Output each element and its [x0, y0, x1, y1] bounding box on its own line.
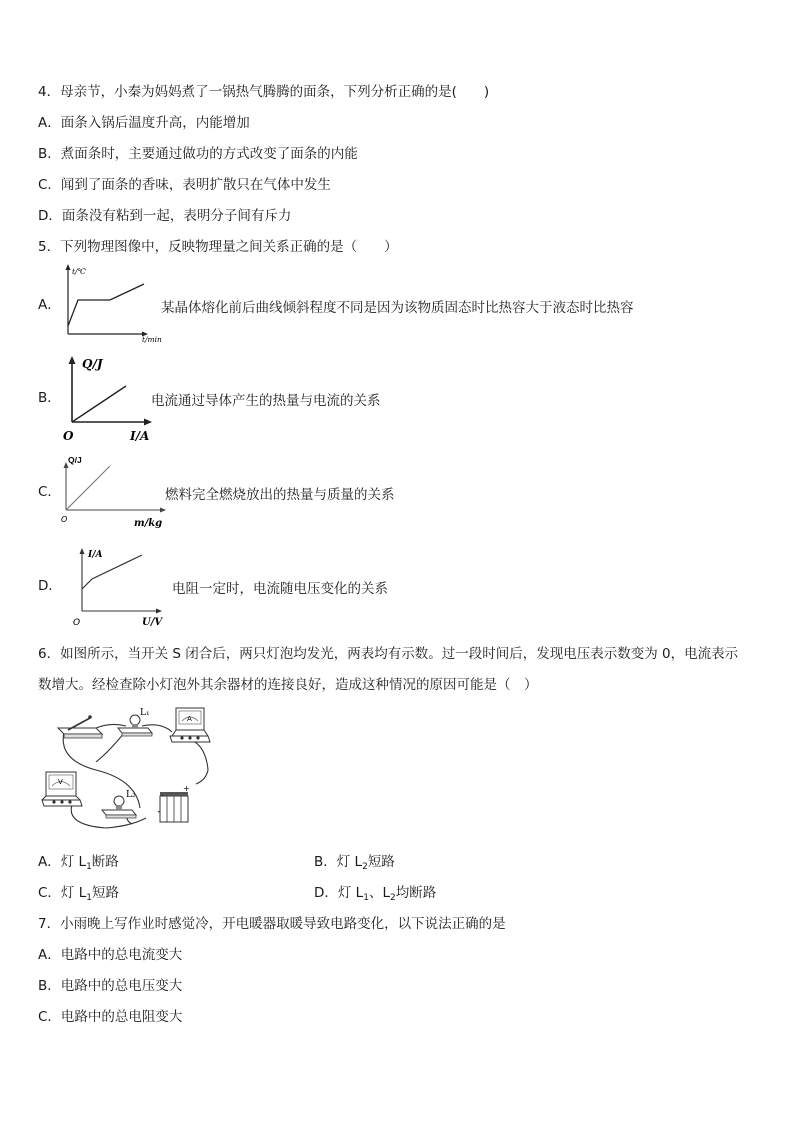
- q5-option-a-desc: 某晶体熔化前后曲线倾斜程度不同是因为该物质固态时比热容大于液态时比热容: [161, 300, 634, 316]
- battery-icon: [160, 792, 188, 822]
- q4-option-c: C．闻到了面条的香味，表明扩散只在气体中发生: [38, 177, 331, 193]
- q5-a-y-label: t/℃: [72, 267, 86, 276]
- switch-icon: [58, 715, 102, 738]
- battery-minus-label: -: [161, 791, 164, 800]
- q4-option-a: A．面条入锅后温度升高，内能增加: [38, 115, 250, 131]
- q5-option-b-desc: 电流通过导体产生的热量与电流的关系: [151, 393, 381, 409]
- q6-stem-line1: 6．如图所示，当开关 S 闭合后，两只灯泡均发光，两表均有示数。过一段时间后，发现电压表示数变为 0，电流表示: [38, 646, 739, 662]
- q5-c-x-label: m/kg: [134, 518, 163, 529]
- q5-graph-b: [60, 350, 160, 445]
- q5-graph-c: [58, 450, 168, 530]
- q6-options-row-1: [38, 853, 758, 875]
- q7-option-a: A．电路中的总电流变大: [38, 947, 183, 963]
- q5-d-y-label: I/A: [88, 550, 103, 560]
- q7-option-c: C．电路中的总电阻变大: [38, 1009, 183, 1025]
- lamp-l2-label: L₂: [126, 790, 136, 800]
- q5-option-b-letter: B．: [38, 390, 61, 406]
- q4-option-d: D．面条没有粘到一起，表明分子间有斥力: [38, 208, 292, 224]
- ammeter-icon: [170, 708, 210, 742]
- q5-b-origin: O: [63, 429, 74, 443]
- q5-d-x-label: U/V: [142, 617, 163, 627]
- q6-options-row-2: [38, 884, 758, 906]
- q5-option-a-letter: A．: [38, 297, 61, 313]
- q6-circuit-diagram: [36, 700, 226, 840]
- q6-stem-line2: 数增大。经检查除小灯泡外其余器材的连接良好，造成这种情况的原因可能是（ ）: [38, 677, 538, 693]
- lamp-l1-label: L₁: [140, 708, 150, 718]
- q5-c-y-label: Q/J: [68, 455, 82, 465]
- voltmeter-label: V: [58, 778, 63, 786]
- q6-option-d: D．灯 $L_1$、$L_2$均断路: [314, 885, 437, 903]
- q6-option-c: C．灯 $L_1$短路: [38, 885, 119, 903]
- q5-option-c-desc: 燃料完全燃烧放出的热量与质量的关系: [165, 487, 395, 503]
- q7-option-b: B．电路中的总电压变大: [38, 978, 183, 994]
- q5-d-origin: O: [73, 618, 81, 627]
- q6-option-a: A．灯 $L_1$断路: [38, 854, 119, 872]
- q5-b-x-label: I/A: [130, 429, 150, 443]
- q5-a-x-label: t/min: [142, 335, 162, 344]
- battery-plus-label: +: [183, 784, 190, 793]
- q5-stem: 5．下列物理图像中，反映物理量之间关系正确的是（ ）: [38, 239, 398, 255]
- q5-c-origin: O: [61, 515, 68, 524]
- q5-graph-d: [70, 545, 170, 627]
- q5-option-d-letter: D．: [38, 578, 62, 594]
- q6-option-b: B．灯 $L_2$短路: [314, 854, 395, 872]
- ammeter-label: A: [187, 715, 192, 723]
- q7-stem: 7．小雨晚上写作业时感觉冷，开电暖器取暖导致电路变化，以下说法正确的是: [38, 916, 506, 932]
- q5-option-d-desc: 电阻一定时，电流随电压变化的关系: [172, 581, 388, 597]
- q4-option-b: B．煮面条时，主要通过做功的方式改变了面条的内能: [38, 146, 358, 162]
- q4-stem: 4．母亲节，小秦为妈妈煮了一锅热气腾腾的面条，下列分析正确的是( ): [38, 84, 490, 100]
- q5-graph-a: [60, 262, 164, 344]
- q5-option-c-letter: C．: [38, 484, 61, 500]
- q5-b-y-label: Q/J: [82, 357, 103, 371]
